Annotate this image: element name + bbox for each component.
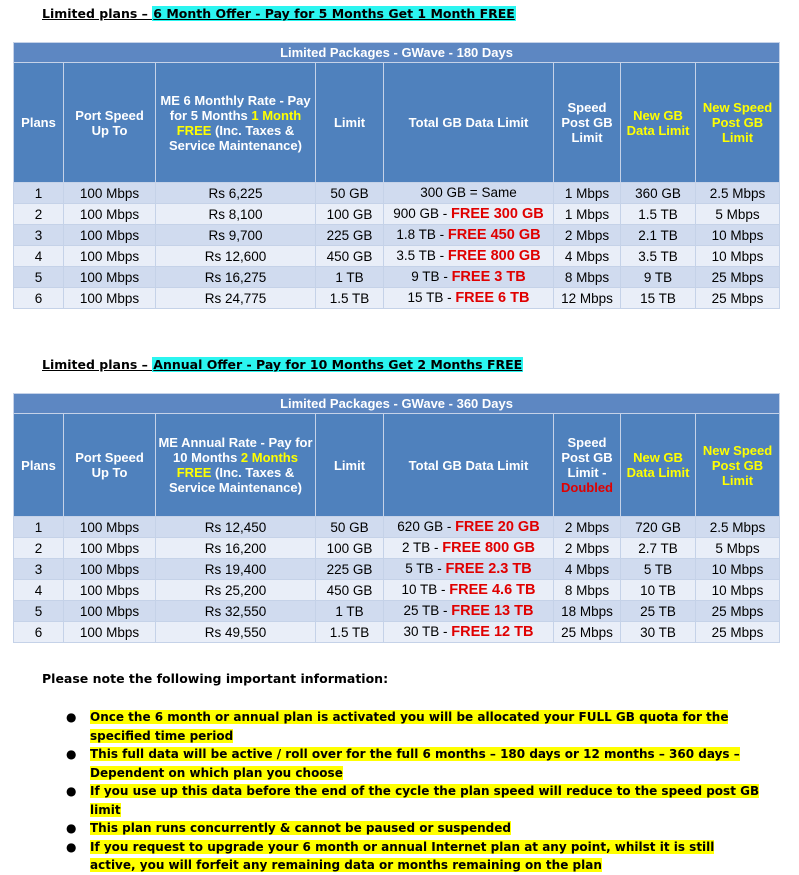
table-caption: Limited Packages - GWave - 180 Days <box>14 43 780 63</box>
total-value: 15 TB - <box>407 290 456 305</box>
speed-post-cell: 1 Mbps <box>554 183 621 204</box>
note-item <box>60 708 760 745</box>
port-speed-cell: 100 Mbps <box>64 288 156 309</box>
section1-heading-offer: 6 Month Offer - Pay for 5 Months Get 1 Month FREE <box>153 6 515 21</box>
section2-heading-offer: Annual Offer - Pay for 10 Months Get 2 Months FREE <box>153 357 523 372</box>
port-speed-cell: 100 Mbps <box>64 225 156 246</box>
table-row <box>14 225 780 246</box>
speed-post-cell: 8 Mbps <box>554 580 621 601</box>
plan-cell: 1 <box>14 517 64 538</box>
port-speed-cell: 100 Mbps <box>64 204 156 225</box>
speed-post-cell: 12 Mbps <box>554 288 621 309</box>
limit-cell: 225 GB <box>316 559 384 580</box>
bullet-icon: ● <box>66 784 77 798</box>
rate-cell: Rs 16,200 <box>156 538 316 559</box>
total-cell <box>384 538 554 559</box>
new-speed-cell: 10 Mbps <box>696 559 780 580</box>
port-speed-cell: 100 Mbps <box>64 517 156 538</box>
limit-cell: 1.5 TB <box>316 288 384 309</box>
col-header-new-speed: New Speed Post GB Limit <box>696 63 780 183</box>
free-bonus: FREE 12 TB <box>451 624 534 640</box>
total-value: 30 TB - <box>403 624 452 639</box>
bullet-icon: ● <box>66 821 77 835</box>
port-speed-cell: 100 Mbps <box>64 559 156 580</box>
table-row <box>14 538 780 559</box>
table-row <box>14 183 780 204</box>
rate-cell: Rs 19,400 <box>156 559 316 580</box>
total-value: 1.8 TB - <box>396 227 448 242</box>
new-speed-cell: 2.5 Mbps <box>696 517 780 538</box>
rate-header-a: ME 6 Monthly Rate - Pay for 5 Months <box>160 92 311 123</box>
total-value: 300 GB = Same <box>420 185 517 200</box>
total-cell <box>384 267 554 288</box>
new-gb-cell: 2.7 TB <box>621 538 696 559</box>
port-speed-cell: 100 Mbps <box>64 601 156 622</box>
free-bonus: FREE 450 GB <box>447 227 541 243</box>
table-row <box>14 204 780 225</box>
total-cell <box>384 622 554 643</box>
new-speed-cell: 5 Mbps <box>696 538 780 559</box>
port-speed-cell: 100 Mbps <box>64 622 156 643</box>
col-header-port-speed: Port Speed Up To <box>64 63 156 183</box>
new-gb-cell: 720 GB <box>621 517 696 538</box>
free-bonus: FREE 800 GB <box>447 248 541 264</box>
port-speed-cell: 100 Mbps <box>64 183 156 204</box>
rate-cell: Rs 49,550 <box>156 622 316 643</box>
table-row <box>14 580 780 601</box>
total-value: 10 TB - <box>401 582 450 597</box>
col-header-port-speed: Port Speed Up To <box>64 414 156 517</box>
speed-post-cell: 18 Mbps <box>554 601 621 622</box>
table-row <box>14 246 780 267</box>
rate-cell: Rs 25,200 <box>156 580 316 601</box>
note-item <box>60 745 760 782</box>
total-cell <box>384 225 554 246</box>
free-bonus: FREE 6 TB <box>455 290 530 306</box>
note-text: If you request to upgrade your 6 month or annual Internet plan at any point, whilst it is still active, you will forfeit any remaining data or months remaining on the plan <box>90 839 715 872</box>
note-item <box>60 819 760 838</box>
new-speed-cell: 25 Mbps <box>696 267 780 288</box>
free-bonus: FREE 800 GB <box>442 540 535 556</box>
speed-post-label: Speed Post GB Limit <box>561 100 613 145</box>
plan-cell: 5 <box>14 267 64 288</box>
total-value: 25 TB - <box>403 603 452 618</box>
limit-cell: 100 GB <box>316 538 384 559</box>
bullet-icon: ● <box>66 839 77 854</box>
limit-cell: 450 GB <box>316 580 384 601</box>
plan-cell: 5 <box>14 601 64 622</box>
total-value: 3.5 TB - <box>396 248 448 263</box>
port-speed-cell: 100 Mbps <box>64 267 156 288</box>
table-row <box>14 267 780 288</box>
note-text: This plan runs concurrently & cannot be paused or suspended <box>90 821 511 835</box>
notes-title: Please note the following important information: <box>42 671 389 686</box>
new-speed-cell: 25 Mbps <box>696 601 780 622</box>
speed-post-cell: 4 Mbps <box>554 246 621 267</box>
port-speed-cell: 100 Mbps <box>64 538 156 559</box>
table-row <box>14 601 780 622</box>
free-bonus: FREE 20 GB <box>455 519 540 535</box>
plan-cell: 4 <box>14 246 64 267</box>
col-header-new-gb: New GB Data Limit <box>621 414 696 517</box>
rate-cell: Rs 24,775 <box>156 288 316 309</box>
speed-post-label: Speed Post GB Limit - <box>561 435 613 480</box>
table-row <box>14 622 780 643</box>
section1-heading-prefix: Limited plans – <box>42 6 153 21</box>
col-header-plans: Plans <box>14 63 64 183</box>
total-value: 5 TB - <box>405 561 446 576</box>
section1-heading <box>42 6 516 21</box>
new-gb-cell: 15 TB <box>621 288 696 309</box>
total-cell <box>384 580 554 601</box>
total-cell <box>384 601 554 622</box>
rate-header-c: (Inc. Taxes & Service Maintenance) <box>169 122 302 153</box>
total-cell <box>384 559 554 580</box>
note-text: This full data will be active / roll over for the full 6 months – 180 days or 12 months – 360 days – Dependent on which plan you choose <box>90 747 740 780</box>
total-cell <box>384 517 554 538</box>
new-gb-cell: 9 TB <box>621 267 696 288</box>
total-cell <box>384 204 554 225</box>
section2-heading <box>42 357 523 372</box>
bullet-icon: ● <box>66 747 77 761</box>
limit-cell: 50 GB <box>316 183 384 204</box>
total-cell <box>384 288 554 309</box>
col-header-rate <box>156 63 316 183</box>
plan-cell: 3 <box>14 559 64 580</box>
rate-header-free: 1 Month FREE <box>176 107 302 138</box>
total-value: 2 TB - <box>402 540 443 555</box>
free-bonus: FREE 300 GB <box>451 206 544 222</box>
col-header-limit: Limit <box>316 63 384 183</box>
limit-cell: 450 GB <box>316 246 384 267</box>
speed-post-cell: 2 Mbps <box>554 517 621 538</box>
plan-cell: 1 <box>14 183 64 204</box>
rate-header-a: ME Annual Rate - Pay for 10 Months <box>158 435 313 465</box>
plan-cell: 3 <box>14 225 64 246</box>
total-cell <box>384 246 554 267</box>
speed-post-cell: 4 Mbps <box>554 559 621 580</box>
new-gb-cell: 3.5 TB <box>621 246 696 267</box>
notes-list <box>60 708 760 875</box>
col-header-speed-post <box>554 414 621 517</box>
plan-cell: 6 <box>14 288 64 309</box>
speed-post-cell: 25 Mbps <box>554 622 621 643</box>
rate-cell: Rs 9,700 <box>156 225 316 246</box>
rate-cell: Rs 6,225 <box>156 183 316 204</box>
note-item <box>60 782 760 819</box>
plan-cell: 2 <box>14 204 64 225</box>
rate-cell: Rs 8,100 <box>156 204 316 225</box>
limit-cell: 1 TB <box>316 267 384 288</box>
limit-cell: 1.5 TB <box>316 622 384 643</box>
new-speed-cell: 10 Mbps <box>696 580 780 601</box>
plan-cell: 6 <box>14 622 64 643</box>
new-speed-cell: 10 Mbps <box>696 225 780 246</box>
speed-post-cell: 8 Mbps <box>554 267 621 288</box>
table-caption: Limited Packages - GWave - 360 Days <box>14 394 780 414</box>
rate-cell: Rs 12,450 <box>156 517 316 538</box>
new-gb-cell: 360 GB <box>621 183 696 204</box>
rate-header-free: 2 Months FREE <box>176 450 298 480</box>
new-speed-cell: 25 Mbps <box>696 622 780 643</box>
new-gb-cell: 1.5 TB <box>621 204 696 225</box>
col-header-limit: Limit <box>316 414 384 517</box>
col-header-new-speed: New Speed Post GB Limit <box>696 414 780 517</box>
section2-heading-prefix: Limited plans – <box>42 357 153 372</box>
new-speed-cell: 5 Mbps <box>696 204 780 225</box>
section2-table <box>13 393 780 643</box>
col-header-total: Total GB Data Limit <box>384 63 554 183</box>
limit-cell: 50 GB <box>316 517 384 538</box>
limit-cell: 100 GB <box>316 204 384 225</box>
plan-cell: 4 <box>14 580 64 601</box>
speed-post-cell: 2 Mbps <box>554 538 621 559</box>
table-row <box>14 517 780 538</box>
new-gb-cell: 2.1 TB <box>621 225 696 246</box>
limit-cell: 225 GB <box>316 225 384 246</box>
port-speed-cell: 100 Mbps <box>64 246 156 267</box>
speed-post-cell: 1 Mbps <box>554 204 621 225</box>
free-bonus: FREE 4.6 TB <box>449 582 536 598</box>
limit-cell: 1 TB <box>316 601 384 622</box>
note-item <box>60 838 760 875</box>
new-gb-cell: 30 TB <box>621 622 696 643</box>
total-cell <box>384 183 554 204</box>
speed-post-cell: 2 Mbps <box>554 225 621 246</box>
bullet-icon: ● <box>66 710 77 724</box>
table-row <box>14 288 780 309</box>
total-value: 900 GB - <box>393 206 452 221</box>
rate-header-c: (Inc. Taxes & Service Maintenance) <box>169 465 302 495</box>
free-bonus: FREE 2.3 TB <box>445 561 532 577</box>
col-header-speed-post <box>554 63 621 183</box>
rate-cell: Rs 16,275 <box>156 267 316 288</box>
table-row <box>14 559 780 580</box>
new-speed-cell: 10 Mbps <box>696 246 780 267</box>
plan-cell: 2 <box>14 538 64 559</box>
free-bonus: FREE 13 TB <box>451 603 534 619</box>
col-header-new-gb: New GB Data Limit <box>621 63 696 183</box>
new-gb-cell: 25 TB <box>621 601 696 622</box>
rate-cell: Rs 32,550 <box>156 601 316 622</box>
new-gb-cell: 5 TB <box>621 559 696 580</box>
speed-post-note: Doubled <box>561 480 613 495</box>
total-value: 9 TB - <box>411 269 452 284</box>
new-gb-cell: 10 TB <box>621 580 696 601</box>
new-speed-cell: 2.5 Mbps <box>696 183 780 204</box>
col-header-plans: Plans <box>14 414 64 517</box>
col-header-rate <box>156 414 316 517</box>
note-text: If you use up this data before the end of the cycle the plan speed will reduce to the speed post GB limit <box>90 784 760 817</box>
rate-cell: Rs 12,600 <box>156 246 316 267</box>
col-header-total: Total GB Data Limit <box>384 414 554 517</box>
note-text: Once the 6 month or annual plan is activated you will be allocated your FULL GB quota for the specified time period <box>90 710 729 743</box>
free-bonus: FREE 3 TB <box>451 269 526 285</box>
total-value: 620 GB - <box>397 519 456 534</box>
new-speed-cell: 25 Mbps <box>696 288 780 309</box>
port-speed-cell: 100 Mbps <box>64 580 156 601</box>
section1-table <box>13 42 780 309</box>
